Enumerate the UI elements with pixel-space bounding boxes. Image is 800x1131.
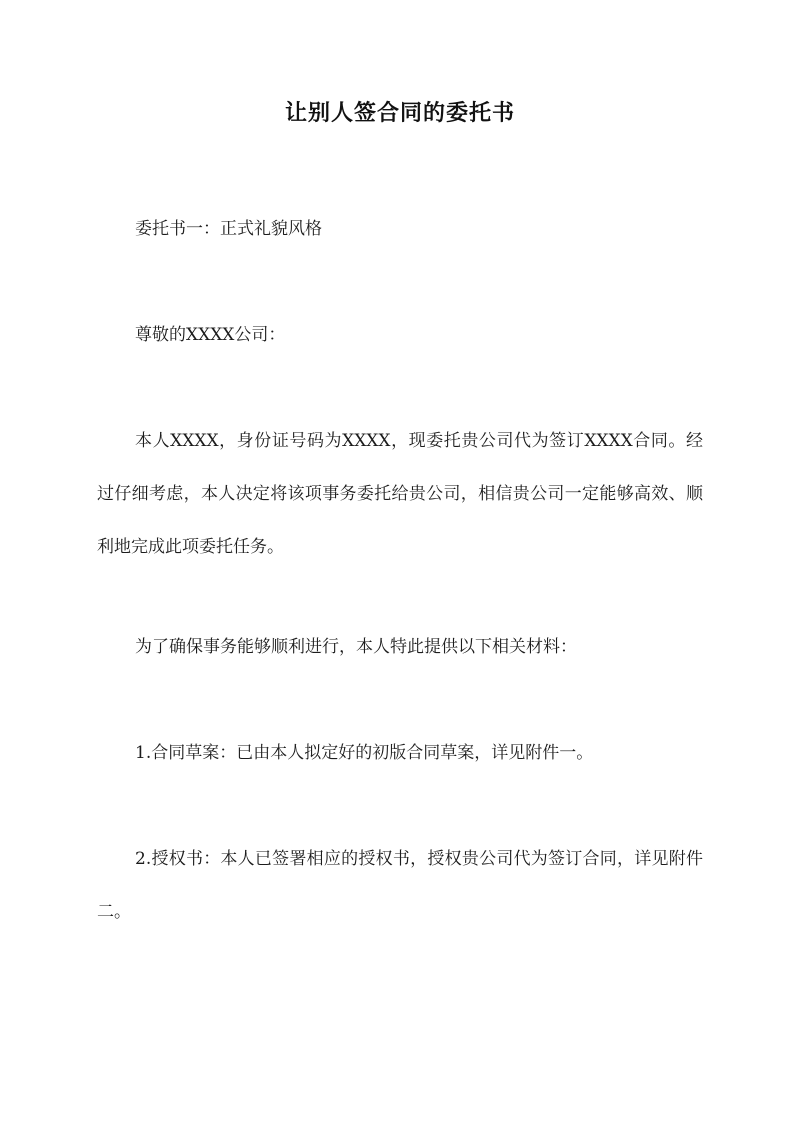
letter-style-subtitle: 委托书一：正式礼貌风格: [135, 219, 322, 239]
material-item-authorization: 2.授权书：本人已签署相应的授权书，授权贵公司代为签订合同，详见附件二。: [97, 849, 703, 922]
materials-intro: 为了确保事务能够顺利进行，本人特此提供以下相关材料：: [135, 637, 577, 657]
greeting-line: 尊敬的XXXX公司：: [135, 325, 286, 345]
material-item-contract-draft: 1.合同草案：已由本人拟定好的初版合同草案，详见附件一。: [135, 743, 594, 763]
body-paragraph: 本人XXXX，身份证号码为XXXX，现委托贵公司代为签订XXXX合同。经过仔细考虑，本人决定将该项事务委托给贵公司，相信贵公司一定能够高效、顺利地完成此项委托任务。: [97, 431, 703, 557]
document-title: 让别人签合同的委托书: [284, 100, 515, 126]
